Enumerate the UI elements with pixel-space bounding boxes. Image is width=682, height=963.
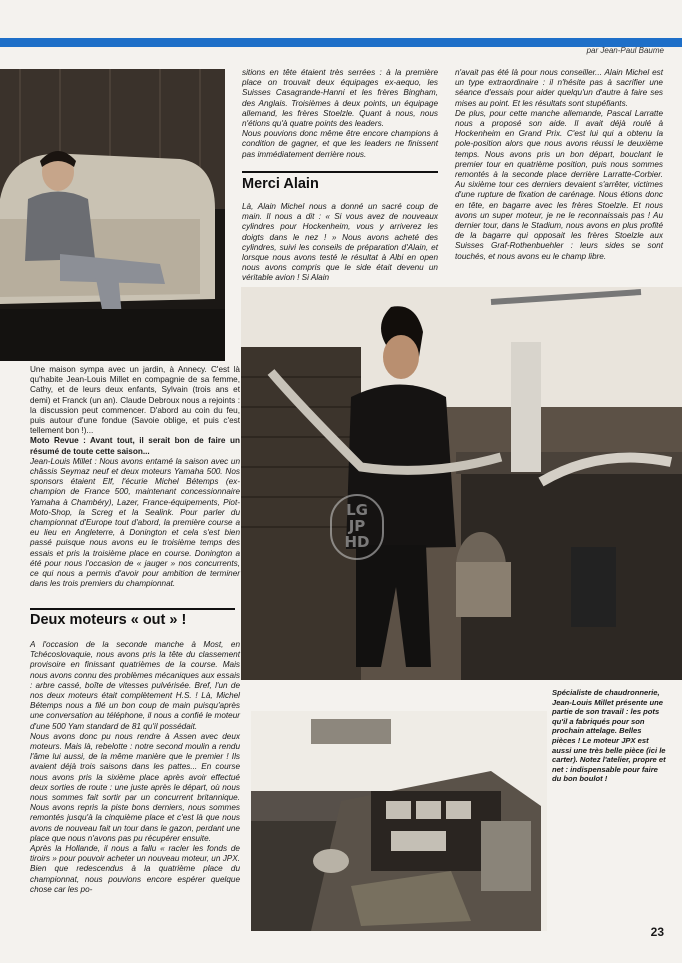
watermark-line: LG <box>346 501 368 519</box>
column-1-body <box>30 640 240 895</box>
section-heading-deux-moteurs: Deux moteurs « out » ! <box>30 612 187 628</box>
body-paragraph: Nous avons donc pu nous rendre à Assen avec deux moteurs. Mais là, rebelotte : notre second moulin a rendu l'âme lui aussi, de la même manière que le premier ! Ils avaient déjà trois saisons dans les pattes... En course nous avons pris la sixième place après avoir effectué deux sorties de route : une juste après le départ, où nous nous sommes fait sortir par un concurrent britannique. Nous avons repris la piste bons derniers, nous sommes remontés jusqu'à la cinquième place et c'est là que nous avons de nouveau fait un tour dans le gazon, perdant une place que nous n'avons pas pu récupérer ensuite. <box>30 731 240 843</box>
body-paragraph: sitions en tête étaient très serrées : à la première place on trouvait deux équipages ex-aequo, les Suisses Casagrande-Hanni et les frères Bingham, des Anglais. Troisièmes à deux points, un équipage allemand, les frères Stoelzle. Quant à nous, nous n'étions qu'à quatre points des leaders. <box>242 68 438 129</box>
intro-paragraph: Une maison sympa avec un jardin, à Annecy. C'est là qu'habite Jean-Louis Millet en compagnie de sa femme, Cathy, et de leurs deux enfants, Sylvain (trois ans et demi) et Franck (un an). Claude Debroux nous a rejoints : la discussion peut commencer. D'abord au coin du feu, puis autour d'une fondue (Savoie oblige, et puis c'est tellement bon !)... <box>30 365 240 436</box>
byline: par Jean-Paul Baume <box>586 46 664 55</box>
photo-man-on-sofa <box>0 69 225 361</box>
section-rule <box>30 608 235 610</box>
column-1-intro <box>30 365 240 589</box>
column-2-top <box>242 68 438 160</box>
watermark-line: HD <box>344 533 370 551</box>
body-paragraph: Là, Alain Michel nous a donné un sacré coup de main. Il nous a dit : « Si vous avez de nouveaux cylindres pour Hockenheim, vous y arriverez les doigts dans le nez ! » Nous avons acheté des cylindres, suivi les conseils de préparation d'Alain, et lorsque nous avons testé le résultat à Albi en open nous avons compris que le side était devenu un véritable avion ! Si Alain <box>242 202 438 283</box>
photo-jpx-engine <box>251 711 547 931</box>
page-number: 23 <box>650 925 664 939</box>
body-paragraph: De plus, pour cette manche allemande, Pascal Larratte nous a proposé son aide. Il avait déjà roulé à Hockenheim en Grand Prix. C'est lui qui a obtenu la pole-position alors que nous avons réussi le deuxième temps. Nous avons pris un bon départ, bouclant le premier tour en quatrième position, puis nous sommes remontés à la seconde place derrière Larratte-Corbier. Au sixième tour ces derniers devaient s'arrêter, victimes d'une rupture de fixation de carénage. Nous étions donc en tête, en bagarre avec les frères Stoelzle. Et nous avons un super moteur, je ne le reconnaissais pas ! Au dernier tour, dans le Stadium, nous avons en plus profité de la bagarre qui opposait les frères Stoelzle aux Suisses Graf-Rothenbuehler : leurs sides se sont touchés, et nous avons eu le champ libre. <box>455 108 663 261</box>
photo-man-with-exhaust-pipes <box>241 287 682 680</box>
body-paragraph: Nous pouvions donc même être encore champions à condition de gagner, et que les leaders ne finissent pas immédiatement derrière nous. <box>242 129 438 159</box>
watermark-line: JP <box>348 517 366 535</box>
body-paragraph: n'avait pas été là pour nous conseiller... Alain Michel est un type extraordinaire : il n'hésite pas à sacrifier une séance d'essais pour aider quelqu'un d'autre à faire ses mises au point. Et les résultats sont stupéfiants. <box>455 68 663 108</box>
body-paragraph: A l'occasion de la seconde manche à Most, en Tchécoslovaquie, nous avons pris la tête du classement provisoire en finissant quatrièmes de la course. Mais nous avons connu des problèmes mécaniques aux essais : arbre cassé, boîte de vitesses pulvérisée. Bref, l'un de nos deux moteurs était complètement H.S. ! Là, Michel Bétemps nous a filé un bon coup de main puisqu'après une conversation au téléphone, il nous a confié le moteur d'une 500 Yam standard de 81 qu'il possédait. <box>30 640 240 731</box>
interview-question: Moto Revue : Avant tout, il serait bon de faire un résumé de toute cette saison... <box>30 436 240 456</box>
photo-caption: Spécialiste de chaudronnerie, Jean-Louis Millet présente une partie de son travail : les pots qu'il a fabriqués pour son prochain attelage. Belles pièces ! Le moteur JPX est aussi une très belle pièce (ici le carter). Notez l'atelier, propre et net : indispensable pour faire du bon boulot ! <box>552 688 666 784</box>
body-paragraph: Après la Hollande, il nous a fallu « racler les fonds de tiroirs » pour pouvoir acheter un nouveau moteur, un JPX. Bien que redescendus à la quatrième place du championnat, nous pouvions encore espérer quelque chose car les po- <box>30 844 240 894</box>
section-heading-merci-alain: Merci Alain <box>242 176 319 192</box>
section-rule <box>242 171 438 173</box>
interview-answer: Jean-Louis Millet : Nous avons entamé la saison avec un châssis Seymaz neuf et deux moteurs Yamaha 500. Nos sponsors étaient Elf, l'écurie Michel Bétemps (ex-champion de France 500, maintenant concessionnaire Yamaha à Chambéry), Lazer, France-équipements, Piot-Moto-Shop, la Screg et la Sealink. Pour parler du championnat d'Europe tout d'abord, la première course a eu lieu en Angleterre, à Donington et cela s'est bien passé puisque nous avons eu le troisième temps des essais et pris la troisième place en course. Donington a été pour nous l'occasion de « jauger » nos concurrents, ce qui nous a permis d'avoir pour ambition de terminer dans les trois premiers du championnat. <box>30 456 240 589</box>
header-color-bar <box>0 38 682 47</box>
watermark-stamp <box>330 494 384 560</box>
column-3-body <box>455 68 663 262</box>
column-2-body <box>242 202 438 284</box>
